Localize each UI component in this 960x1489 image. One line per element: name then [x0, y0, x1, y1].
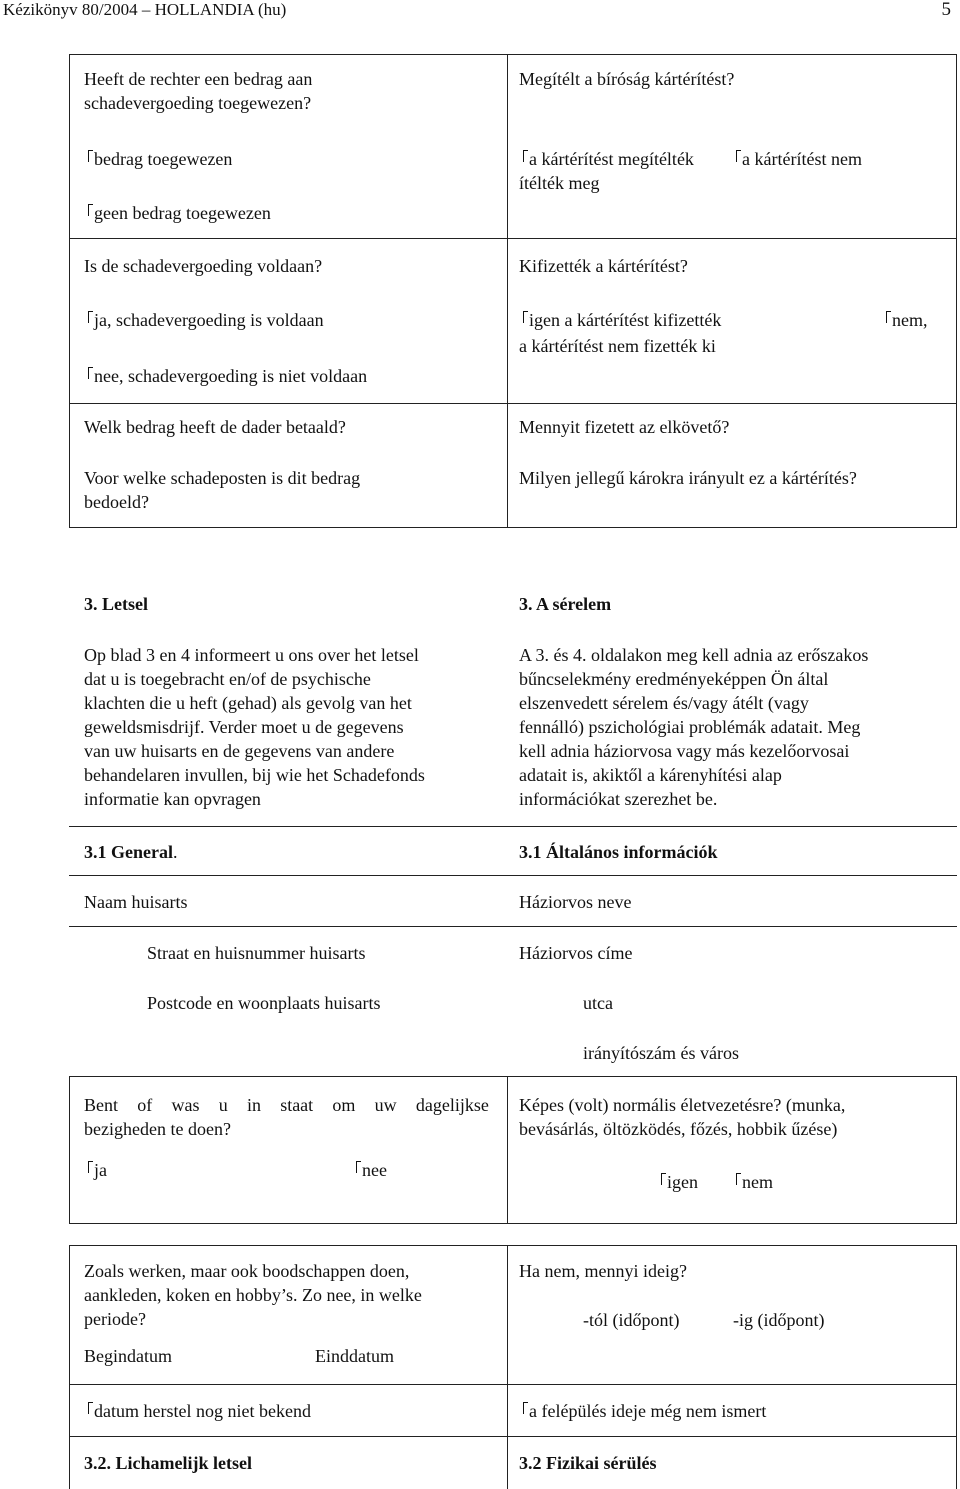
- nl-question-damage-items-line2: bedoeld?: [84, 492, 149, 512]
- paragraph-line: adatait is, akiktől a kárenyhítési alap: [519, 765, 782, 785]
- hu-street-label: utca: [583, 993, 613, 1013]
- paragraph-line: kell adnia háziorvosa vagy más kezelőorvosai: [519, 741, 850, 761]
- page-header: [0, 0, 960, 24]
- nl-period-question-line1: Zoals werken, maar ook boodschappen doen,: [84, 1261, 410, 1281]
- checkbox-icon[interactable]: [84, 1399, 94, 1419]
- hu-option-awarded[interactable]: a kártérítést megítélték: [519, 147, 694, 171]
- paragraph-line: klachten die u heft (gehad) als gevolg van het: [84, 693, 412, 713]
- hu-gp-address-label: Háziorvos címe: [519, 943, 633, 963]
- checkbox-icon[interactable]: [882, 308, 892, 328]
- hu-option-paid[interactable]: igen a kártérítést kifizették: [519, 308, 721, 332]
- hu-question-damage-items: Milyen jellegű károkra irányult ez a kártérítés?: [519, 468, 857, 488]
- nl-option-no[interactable]: nee: [352, 1158, 387, 1182]
- paragraph-line: információkat szerezhet be.: [519, 789, 718, 809]
- hu-option-not-paid-line2: a kártérítést nem fizették ki: [519, 336, 716, 356]
- hu-option-not-paid[interactable]: nem,: [882, 308, 928, 332]
- nl-option-not-paid[interactable]: nee, schadevergoeding is niet voldaan: [84, 364, 367, 388]
- document-title: Kézikönyv 80/2004 – HOLLANDIA (hu): [3, 0, 287, 19]
- nl-question-awarded-line1: Heeft de rechter een bedrag aan: [84, 69, 313, 89]
- paragraph-line: A 3. és 4. oldalakon meg kell adnia az erőszakos: [519, 645, 869, 665]
- hu-physical-injury-heading: 3.2 Fizikai sérülés: [519, 1453, 657, 1473]
- nl-option-awarded[interactable]: bedrag toegewezen: [84, 147, 232, 171]
- nl-option-paid[interactable]: ja, schadevergoeding is voldaan: [84, 308, 324, 332]
- hu-period-question: Ha nem, mennyi ideig?: [519, 1261, 687, 1281]
- hu-option-no[interactable]: nem: [732, 1170, 773, 1194]
- checkbox-icon[interactable]: [352, 1158, 362, 1178]
- hu-question-amount: Mennyit fizetett az elkövető?: [519, 417, 730, 437]
- nl-question-amount: Welk bedrag heeft de dader betaald?: [84, 417, 346, 437]
- nl-start-date-label: Begindatum: [84, 1346, 172, 1366]
- checkbox-icon[interactable]: [519, 1399, 529, 1419]
- hu-option-not-awarded-line2: ítélték meg: [519, 173, 600, 193]
- checkbox-icon[interactable]: [84, 308, 94, 328]
- nl-gp-street-label: Straat en huisnummer huisarts: [147, 943, 366, 963]
- checkbox-icon[interactable]: [84, 1158, 94, 1178]
- hu-subsection-heading: 3.1 Általános információk: [519, 842, 718, 862]
- nl-option-recovery-unknown[interactable]: datum herstel nog niet bekend: [84, 1399, 311, 1423]
- checkbox-icon[interactable]: [84, 147, 94, 167]
- paragraph-line: elszenvedett sérelem és/vagy átélt (vagy: [519, 693, 809, 713]
- checkbox-icon[interactable]: [84, 364, 94, 384]
- nl-period-question-line3: periode?: [84, 1309, 146, 1329]
- paragraph-line: van uw huisarts en de gegevens van andere: [84, 741, 395, 761]
- page-number: 5: [941, 0, 951, 20]
- hu-daily-question-line2: bevásárlás, öltözködés, főzés, hobbik űzése): [519, 1119, 838, 1139]
- nl-subsection-heading: 3.1 General.: [84, 842, 178, 862]
- nl-period-question-line2: aankleden, koken en hobby’s. Zo nee, in welke: [84, 1285, 422, 1305]
- hu-section-heading: 3. A sérelem: [519, 594, 612, 614]
- hu-gp-name-label: Háziorvos neve: [519, 892, 632, 912]
- paragraph-line: geweldsmisdrijf. Verder moet u de gegevens: [84, 717, 404, 737]
- checkbox-icon[interactable]: [732, 147, 742, 167]
- hu-option-not-awarded[interactable]: a kártérítést nem: [732, 147, 862, 171]
- checkbox-icon[interactable]: [519, 147, 529, 167]
- hu-option-yes[interactable]: igen: [657, 1170, 698, 1194]
- nl-end-date-label: Einddatum: [315, 1346, 394, 1366]
- nl-daily-question-line1: Bent of was u in staat om uw dagelijkse: [84, 1095, 489, 1115]
- paragraph-line: dat u is toegebracht en/of de psychische: [84, 669, 371, 689]
- nl-question-awarded-line2: schadevergoeding toegewezen?: [84, 93, 312, 113]
- checkbox-icon[interactable]: [732, 1170, 742, 1190]
- paragraph-line: bűncselekmény eredményeképpen Ön által: [519, 669, 829, 689]
- hu-question-paid: Kifizették a kártérítést?: [519, 256, 688, 276]
- paragraph-line: fennálló) pszichológiai problémák adatait. Meg: [519, 717, 861, 737]
- hu-postcode-city-label: irányítószám és város: [583, 1043, 739, 1063]
- hu-to-label: -ig (időpont): [733, 1310, 825, 1330]
- paragraph-line: Op blad 3 en 4 informeert u ons over het letsel: [84, 645, 419, 665]
- nl-question-damage-items-line1: Voor welke schadeposten is dit bedrag: [84, 468, 361, 488]
- hu-option-recovery-unknown[interactable]: a felépülés ideje még nem ismert: [519, 1399, 766, 1423]
- nl-daily-question-line2: bezigheden te doen?: [84, 1119, 231, 1139]
- nl-gp-name-label: Naam huisarts: [84, 892, 188, 912]
- checkbox-icon[interactable]: [84, 201, 94, 221]
- paragraph-line: informatie kan opvragen: [84, 789, 261, 809]
- nl-option-yes[interactable]: ja: [84, 1158, 107, 1182]
- checkbox-icon[interactable]: [657, 1170, 667, 1190]
- nl-option-not-awarded[interactable]: geen bedrag toegewezen: [84, 201, 271, 225]
- nl-gp-postcode-label: Postcode en woonplaats huisarts: [147, 993, 381, 1013]
- checkbox-icon[interactable]: [519, 308, 529, 328]
- paragraph-line: behandelaren invullen, bij wie het Schadefonds: [84, 765, 425, 785]
- hu-daily-question-line1: Képes (volt) normális életvezetésre? (munka,: [519, 1095, 846, 1115]
- hu-question-awarded: Megítélt a bíróság kártérítést?: [519, 69, 735, 89]
- nl-question-paid: Is de schadevergoeding voldaan?: [84, 256, 323, 276]
- nl-physical-injury-heading: 3.2. Lichamelijk letsel: [84, 1453, 252, 1473]
- hu-from-label: -tól (időpont): [583, 1310, 680, 1330]
- nl-section-heading: 3. Letsel: [84, 594, 148, 614]
